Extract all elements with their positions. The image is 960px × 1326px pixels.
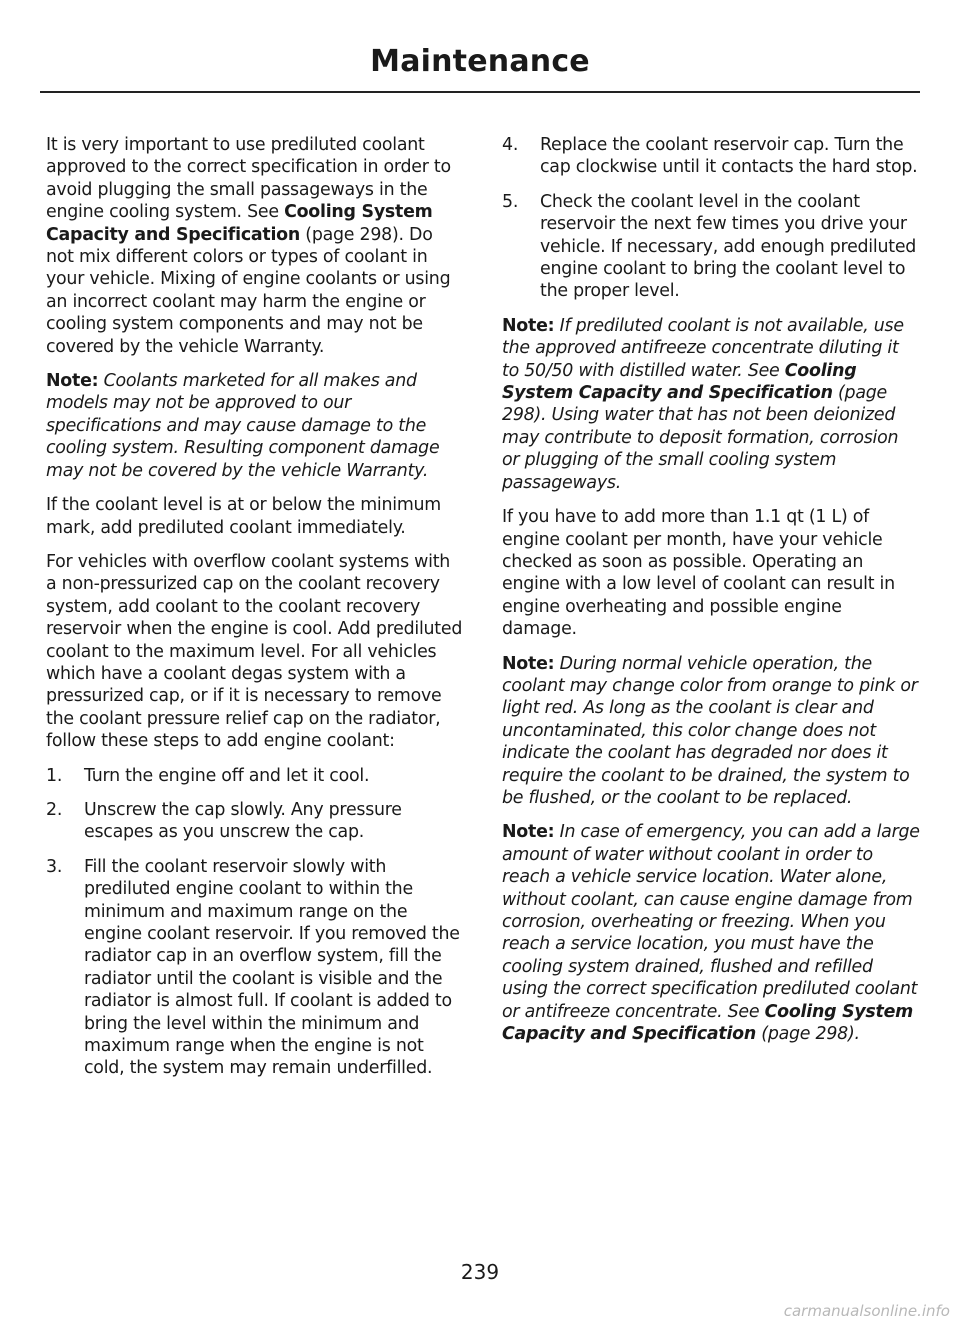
step-number: 5. <box>502 191 519 212</box>
page-number: 239 <box>460 1260 500 1284</box>
step-number: 3. <box>46 856 63 877</box>
note-color-change: Note: During normal vehicle operation, the coolant may change color from orange to pink or light red. As long as the coolant is clear and uncontaminated, this color change does not indicate the coolant has degraded nor does it require the coolant to be drained, the system to be flushed, or the coolant to be replaced. <box>502 653 918 808</box>
note-coolants-marketed: Note: Coolants marketed for all makes and models may not be approved to our specifications and may cause damage to the cooling system. Resulting component damage may not be covered by the vehicle Warranty. <box>46 371 440 481</box>
step-number: 2. <box>46 799 63 820</box>
note-emergency-water: Note: In case of emergency, you can add a large amount of water without coolant in order to reach a vehicle service location. Water alone, without coolant, can cause engine damage from corrosion, overheating or freezing. When you reach a service location, you must have the cooling system drained, flushed and refilled using the correct specification prediluted coolant or antifreeze concentrate. See Cooling System Capacity and Specification (page 298). <box>502 822 920 1045</box>
cross-reference-link[interactable]: Cooling System Capacity and Specification <box>502 1001 914 1045</box>
note-prediluted-unavailable: Note: If prediluted coolant is not available, use the approved antifreeze concentrate diluting it to 50/50 with distilled water. See Cooling System Capacity and Specification (page 298). Using water that has not been deionized may contribute to deposit formation, corrosion or plugging of the small cooling system passageways. <box>502 315 904 493</box>
list-item: 4. Replace the coolant reservoir cap. Turn the cap clockwise until it contacts the hard stop. <box>502 135 918 178</box>
overflow-systems-paragraph: For vehicles with overflow coolant systems with a non-pressurized cap on the coolant recovery system, add coolant to the coolant recovery reservoir when the engine is cool. Add prediluted coolant to the maximum level. For all vehicles which have a coolant degas system with a pressurized cap, or if it is necessary to remove the coolant pressure relief cap on the radiator, follow these steps to add engine coolant: <box>46 551 463 752</box>
cross-reference-link[interactable]: Cooling System Capacity and Specification <box>46 202 433 245</box>
step-number: 1. <box>46 765 63 786</box>
minimum-mark-paragraph: If the coolant level is at or below the minimum mark, add prediluted coolant immediately. <box>46 495 441 538</box>
list-item: 1. Turn the engine off and let it cool. <box>46 765 370 786</box>
list-item: 5. Check the coolant level in the coolant reservoir the next few times you drive your vehicle. If necessary, add enough prediluted engine coolant to bring the coolant level to the proper level. <box>502 191 917 302</box>
header-divider <box>40 91 920 93</box>
steps-list-right <box>502 134 920 303</box>
steps-list-left <box>46 765 464 1080</box>
watermark: carmanualsonline.info <box>783 1302 950 1320</box>
step-number: 4. <box>502 135 519 155</box>
left-column <box>46 134 464 1092</box>
add-more-coolant-paragraph: If you have to add more than 1.1 qt (1 L) of engine coolant per month, have your vehicle checked as soon as possible. Operating an engine with a low level of coolant can result in engine overheating and possible engine damage. <box>502 507 895 640</box>
cross-reference-link[interactable]: Cooling System Capacity and Specification <box>502 360 857 404</box>
list-item: 2. Unscrew the cap slowly. Any pressure escapes as you unscrew the cap. <box>46 799 402 843</box>
right-column <box>502 134 920 1057</box>
coolant-intro-paragraph: It is very important to use prediluted coolant approved to the correct specification in order to avoid plugging the small passageways in the engine cooling system. See Cooling System Capacity and Specification (page 298). Do not mix different colors or types of coolant in your vehicle. Mixing of engine coolants or using an incorrect coolant may harm the engine or cooling system components and may not be covered by the vehicle Warranty. <box>46 135 451 357</box>
page-title: Maintenance <box>370 44 590 79</box>
list-item: 3. Fill the coolant reservoir slowly with prediluted engine coolant to within the minimum and maximum range on the engine coolant reservoir. If you removed the radiator cap in an overflow system, fill the radiator until the coolant is visible and the radiator is almost full. If coolant is added to bring the level within the minimum and maximum range when the engine is not cold, the system may remain underfilled. <box>46 856 460 1079</box>
